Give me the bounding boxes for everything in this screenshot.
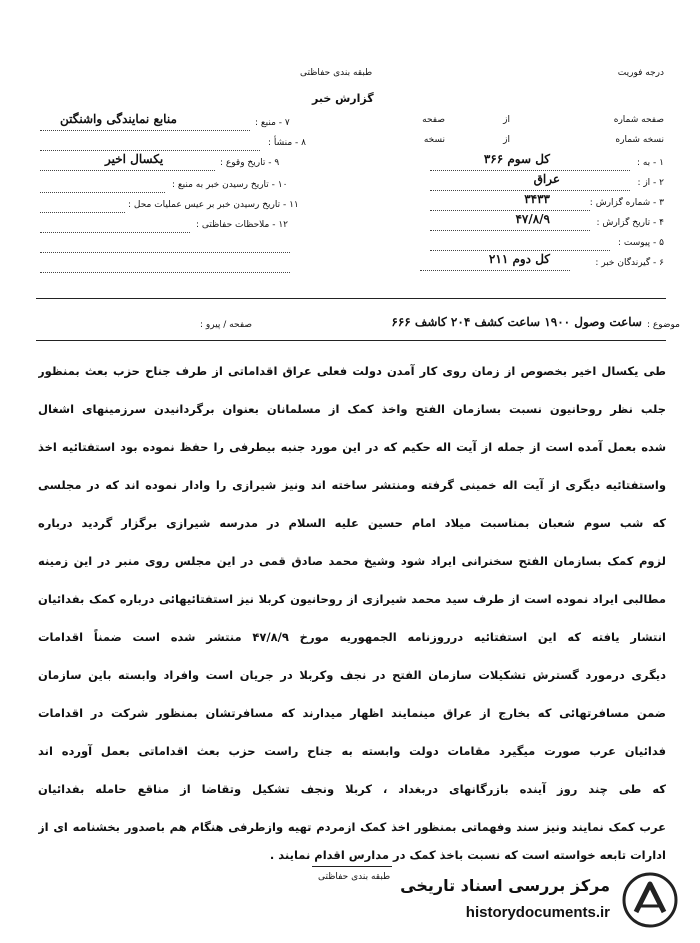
body-line: عرب کمک نمایند ونیز سند وفهماتی بمنظور اخذ کمک ازمردم تهیه وازطرفی هنگام هم باصدور بخشنامه ای از — [38, 820, 666, 834]
body-line: شده بعمل آمده است از جمله از آیت اله حکیم که در این مورد جنبه بیطرفی را حفظ نموده بود استفتائیه اخذ — [38, 440, 666, 454]
archive-logo-icon — [622, 872, 678, 928]
body-line: طی یکسال اخیر بخصوص از زمان روی کار آمدن دولت فعلی عراق اقداماتی از طرف جناح حزب بعث بمنظور — [38, 364, 666, 378]
field-recipients-label: ۶ - گیرندگان خبر : — [595, 258, 664, 268]
body-line: که شب سوم شعبان بمناسبت میلاد امام حسین علیه السلام در مدرسه شیرازی برگزار گردید درباره — [38, 516, 666, 530]
field-source-line — [40, 130, 250, 131]
field-source-label: ۷ - منبع : — [255, 118, 290, 128]
field-news-to-ops-date-label: ۱۱ - تاریخ رسیدن خبر بر عیس عملیات محل : — [128, 200, 299, 210]
field-to-value: کل سوم ۳۶۶ — [483, 152, 550, 166]
body-line-last: ادارات تابعه خواسته است که نسبت باخذ کمک در مدارس اقدام نمایند . — [269, 848, 666, 862]
field-origin-label: ۸ - منشأ : — [268, 138, 307, 148]
body-line: جلب نظر روحانیون نسبت بسازمان الفتح واخذ کمک از مسلمانان بعنوان برگردانیدن سرزمینهای اشغال — [38, 402, 666, 416]
page-number-label: صفحه شماره — [613, 115, 664, 125]
watermark-title: مرکز بررسی اسناد تاریخی — [400, 876, 610, 895]
field-security-notes-label: ۱۲ - ملاحظات حفاظتی : — [196, 220, 288, 230]
body-line: که طی چند روز آینده بازرگانهای دربغداد ، کربلا ونجف تشکیل وتقاضا از مناقع حامله بفدائیان — [38, 782, 666, 796]
archive-watermark — [380, 870, 680, 932]
page-from-label: از — [503, 115, 510, 125]
field-news-to-source-date-label: ۱۰ - تاریخ رسیدن خبر به منبع : — [172, 180, 288, 190]
body-line: انتشار یافته که این استفتائیه درروزنامه الجمهوریه مورخ ۴۷/۸/۹ منتشر شده است ضمناً اقدامات — [38, 630, 666, 644]
field-to-line — [430, 170, 630, 171]
body-line: فدائیان عرب صورت میگیرد مقامات دولت وابسته به جناح راست حزب بعث اقداماتی بعمل آورده اند — [38, 744, 666, 758]
body-line: مطالبی ایراد نموده است از طرف سید محمد شیرازی از روحانیون کربلا نیز استفتائیهائی درباره کمک بفدائیان — [38, 592, 666, 606]
watermark-url: historydocuments.ir — [465, 904, 610, 921]
copy-from-label: از — [503, 135, 510, 145]
header-separator — [36, 298, 666, 299]
subject-label: موضوع : — [646, 320, 680, 330]
field-news-to-source-date-line — [40, 192, 165, 193]
field-occurrence-date-value: یکسال اخیر — [105, 152, 164, 166]
footer-classification: طبقه بندی حفاظتی — [318, 872, 391, 882]
subject-separator — [36, 340, 666, 341]
field-to-label: ۱ - به : — [636, 158, 664, 168]
field-occurrence-date-line — [40, 170, 215, 171]
classification-label: طبقه بندی حفاظتی — [300, 68, 373, 78]
footer-rule — [312, 866, 392, 867]
field-report-number-line — [430, 210, 590, 211]
field-security-notes-line-2 — [40, 252, 290, 253]
copy-unit-label: نسخه — [423, 135, 445, 145]
field-report-date-label: ۴ - تاریخ گزارش : — [596, 218, 664, 228]
field-occurrence-date-label: ۹ - تاریخ وقوع : — [220, 158, 280, 168]
page-unit-label: صفحه — [422, 115, 445, 125]
field-report-date-value: ۴۷/۸/۹ — [515, 212, 550, 226]
body-line: ضمن مسافرتهائی که بخارج از عراق مینمایند اظهار میدارند که مسافرتشان بمنظور شرکت در اقدامات — [38, 706, 666, 720]
field-recipients-value: کل دوم ۲۱۱ — [488, 252, 550, 266]
field-security-notes-line-3 — [40, 272, 290, 273]
field-attachment-line — [430, 250, 610, 251]
field-from-line — [430, 190, 630, 191]
field-report-number-value: ۳۴۳۳ — [524, 192, 550, 206]
field-attachment-label: ۵ - پیوست : — [618, 238, 664, 248]
body-line: دیگری درمورد گسترش تشکیلات سازمان الفتح در نجف وکربلا در جریان است وافراد وابسته باین سازمان — [38, 668, 666, 682]
field-recipients-line — [420, 270, 570, 271]
field-report-number-label: ۳ - شماره گزارش : — [589, 198, 664, 208]
copy-number-label: نسخه شماره — [615, 135, 664, 145]
field-origin-line — [40, 150, 260, 151]
field-from-value: عراق — [533, 172, 560, 186]
body-line: لزوم کمک بسازمان الفتح سخنرانی ایراد شود وشیخ محمد صادق قمی در این مجلس روی منبر در این زمینه — [38, 554, 666, 568]
subject-text: ساعت وصول ۱۹۰۰ ساعت کشف ۲۰۴ کاشف ۶۶۶ — [391, 315, 642, 329]
document-title: گزارش خبر — [312, 92, 374, 105]
page-follow-label: صفحه / پیرو : — [200, 320, 253, 330]
field-news-to-ops-date-line — [40, 212, 125, 213]
urgency-label: درجه فوریت — [617, 68, 664, 78]
field-source-value: منابع نمایندگی واشنگتن — [60, 112, 177, 126]
field-from-label: ۲ - از : — [637, 178, 664, 188]
field-security-notes-line — [40, 232, 190, 233]
body-line: واستفتائیه دیگری از آیت اله خمینی گرفته ومنتشر ساخته اند ونیز شیرازی را وادار نموده اند که در مجلسی — [38, 478, 666, 492]
field-report-date-line — [430, 230, 590, 231]
